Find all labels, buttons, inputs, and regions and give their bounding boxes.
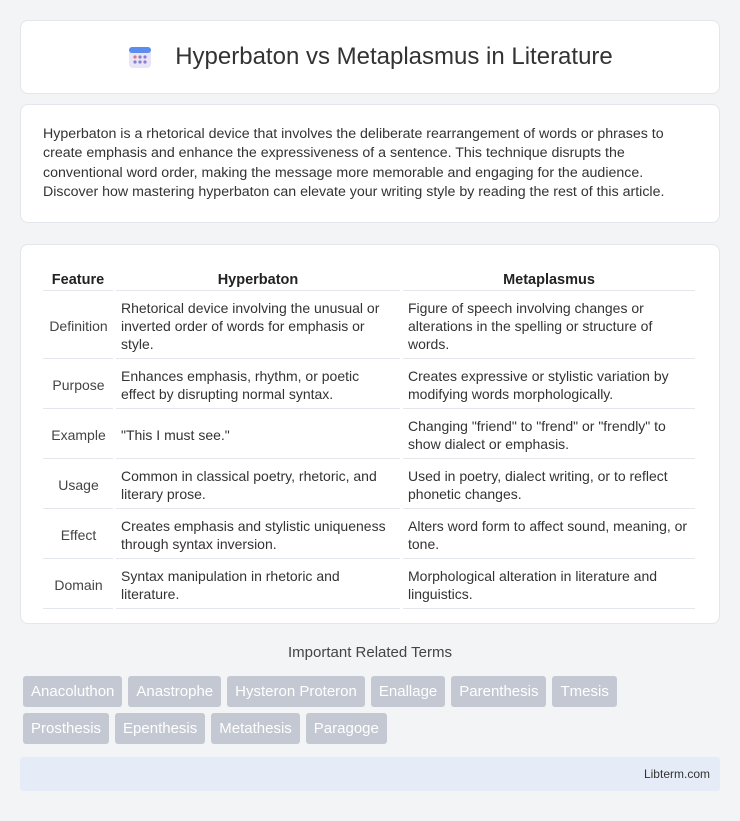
related-term-tag[interactable]: Hysteron Proteron bbox=[227, 676, 365, 707]
related-term-tag[interactable]: Tmesis bbox=[552, 676, 616, 707]
related-term-tag[interactable]: Metathesis bbox=[211, 713, 300, 744]
related-term-tag[interactable]: Prosthesis bbox=[23, 713, 109, 744]
feature-cell: Purpose bbox=[43, 362, 113, 409]
metaplasmus-cell: Alters word form to affect sound, meaning, or tone. bbox=[403, 512, 695, 559]
hyperbaton-cell: "This I must see." bbox=[116, 412, 400, 459]
column-header: Hyperbaton bbox=[116, 266, 400, 291]
related-term-tag[interactable]: Anacoluthon bbox=[23, 676, 122, 707]
metaplasmus-cell: Used in poetry, dialect writing, or to reflect phonetic changes. bbox=[403, 462, 695, 509]
related-term-tag[interactable]: Parenthesis bbox=[451, 676, 546, 707]
related-terms-tags bbox=[23, 676, 703, 744]
related-term-tag[interactable]: Epenthesis bbox=[115, 713, 205, 744]
column-header: Metaplasmus bbox=[403, 266, 695, 291]
related-term-tag[interactable]: Paragoge bbox=[306, 713, 387, 744]
comparison-table-card bbox=[20, 244, 720, 624]
hyperbaton-cell: Rhetorical device involving the unusual or inverted order of words for emphasis or style. bbox=[116, 294, 400, 359]
metaplasmus-cell: Morphological alteration in literature and linguistics. bbox=[403, 562, 695, 609]
footer bbox=[20, 757, 720, 791]
comparison-table bbox=[40, 263, 698, 612]
related-terms-title: Important Related Terms bbox=[288, 644, 452, 661]
table-row bbox=[43, 294, 695, 359]
footer-site-link[interactable]: Libterm.com bbox=[643, 767, 710, 781]
metaplasmus-cell: Creates expressive or stylistic variation by modifying words morphologically. bbox=[403, 362, 695, 409]
hyperbaton-cell: Syntax manipulation in rhetoric and literature. bbox=[116, 562, 400, 609]
table-row bbox=[43, 462, 695, 509]
hyperbaton-cell: Common in classical poetry, rhetoric, and literary prose. bbox=[116, 462, 400, 509]
intro-text: Hyperbaton is a rhetorical device that involves the deliberate rearrangement of words or phrases to create emphasis and enhance the expressiveness of a sentence. This technique disrupts the conventional word order, making the message more memorable and engaging for the audience. Discover how mastering hyperbaton can elevate your writing style by reading the rest of this article. bbox=[43, 126, 665, 200]
related-term-tag[interactable]: Anastrophe bbox=[128, 676, 221, 707]
hyperbaton-cell: Enhances emphasis, rhythm, or poetic effect by disrupting normal syntax. bbox=[116, 362, 400, 409]
table-row bbox=[43, 362, 695, 409]
hyperbaton-cell: Creates emphasis and stylistic uniqueness through syntax inversion. bbox=[116, 512, 400, 559]
feature-cell: Domain bbox=[43, 562, 113, 609]
feature-cell: Example bbox=[43, 412, 113, 459]
feature-cell: Usage bbox=[43, 462, 113, 509]
table-row bbox=[43, 412, 695, 459]
header-card bbox=[20, 20, 720, 94]
intro-card bbox=[20, 104, 720, 223]
feature-cell: Definition bbox=[43, 294, 113, 359]
page-title: Hyperbaton vs Metaplasmus in Literature bbox=[175, 43, 613, 70]
table-row bbox=[43, 512, 695, 559]
table-header-row bbox=[43, 266, 695, 291]
column-header: Feature bbox=[43, 266, 113, 291]
metaplasmus-cell: Changing "friend" to "frend" or "frendly" to show dialect or emphasis. bbox=[403, 412, 695, 459]
calendar-icon bbox=[127, 44, 153, 70]
table-row bbox=[43, 562, 695, 609]
feature-cell: Effect bbox=[43, 512, 113, 559]
related-term-tag[interactable]: Enallage bbox=[371, 676, 445, 707]
metaplasmus-cell: Figure of speech involving changes or alterations in the spelling or structure of words. bbox=[403, 294, 695, 359]
